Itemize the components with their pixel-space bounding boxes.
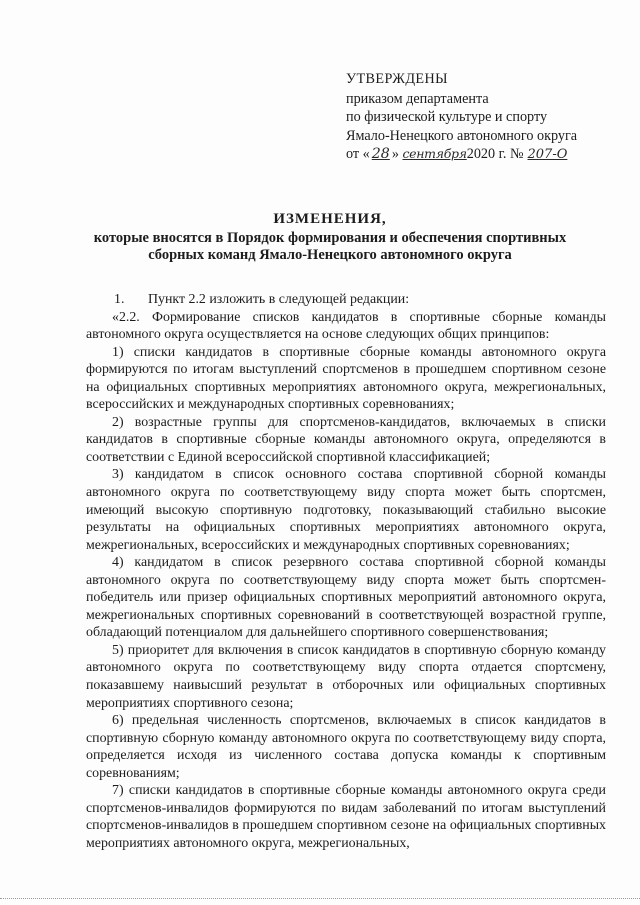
heading-subtitle-line-2: сборных команд Ямало-Ненецкого автономного округа (148, 247, 512, 264)
document-heading (80, 211, 580, 265)
paragraph: «2.2. Формирование списков кандидатов в спортивные сборные команды автономного округа осуществляется на основе следующих общих принципов: (86, 309, 606, 343)
paragraph: 7) списки кандидатов в спортивные сборные команды автономного округа среди спортсменов-инвалидов формируются по видам заболеваний по итогам выступлений спортсменов-инвалидов в прошедшем спортивном сезоне на официальных спортивных мероприятиях автономного округа, межрегиональных, (86, 783, 606, 851)
handwritten-month: сентября (402, 146, 467, 162)
approval-line-1: приказом департамента (346, 90, 489, 107)
approval-line-3: Ямало-Ненецкого автономного округа (346, 127, 578, 144)
paragraph: 6) предельная численность спортсменов, включаемых в список кандидатов в спортивную сборную команду автономного округа по соответствующему виду спорта, определяется исходя из численного состава допуска команды к спортивным соревнованиям; (86, 713, 606, 781)
item-number: 1. (114, 292, 125, 307)
date-prefix: от « (346, 146, 370, 163)
approval-title: УТВЕРЖДЕНЫ (346, 71, 448, 87)
heading-subtitle-line-1: которые вносятся в Порядок формирования и обеспечения спортивных (93, 229, 567, 246)
paragraph: 4) кандидатом в список резервного состава спортивной сборной команды автономного округа по соответствующему виду спорта может быть спортсмен-победитель или призер официальных спортивных мероприятий автономного округа, межрегиональных спортивных соревнований в соответствующей возрастной группе, обладающий потенциалом для дальнейшего спортивного совершенствования; (86, 555, 606, 641)
paragraph: 2) возрастные группы для спортсменов-кандидатов, включаемых в списки кандидатов в спортивные сборные команды автономного округа, определяются в соответствии с Единой всероссийской спортивной классификацией; (86, 414, 606, 465)
paragraph: 1) списки кандидатов в спортивные сборные команды автономного округа формируются по итогам выступлений спортсменов в прошедшем спортивном сезоне на официальных спортивных мероприятиях автономного округа, межрегиональных, всероссийских и международных спортивных соревнованиях; (86, 344, 606, 413)
heading-title: ИЗМЕНЕНИЯ, (273, 211, 387, 227)
item-text: Пункт 2.2 изложить в следующей редакции: (148, 292, 410, 307)
handwritten-doc-number: 207-О (527, 147, 568, 163)
date-mid: » (391, 146, 399, 163)
paragraph: 5) приоритет для включения в список кандидатов в спортивную сборную команду автономного округа по соответствующему виду спорта отдается спортсмену, показавшему наивысший результат в отборочных или официальных спортивных мероприятиях спортивного сезона; (86, 642, 606, 711)
scan-edge-line (0, 898, 640, 900)
document-body (86, 291, 606, 853)
approval-line-2: по физической культуре и спорту (346, 109, 548, 126)
approval-date-line (346, 145, 616, 165)
paragraph: 3) кандидатом в список основного состава спортивной сборной команды автономного округа по соответствующему виду спорта может быть спортсмен, имеющий высокую спортивную подготовку, показывающий стабильно высокие результаты на официальных спортивных мероприятиях автономного округа, межрегиональных, всероссийских и международных спортивных соревнованиях; (86, 467, 606, 553)
approval-stamp-block (346, 70, 616, 165)
date-year: 2020 г. № (466, 146, 524, 163)
item-1 (86, 291, 606, 309)
handwritten-day: 28 (371, 146, 390, 163)
